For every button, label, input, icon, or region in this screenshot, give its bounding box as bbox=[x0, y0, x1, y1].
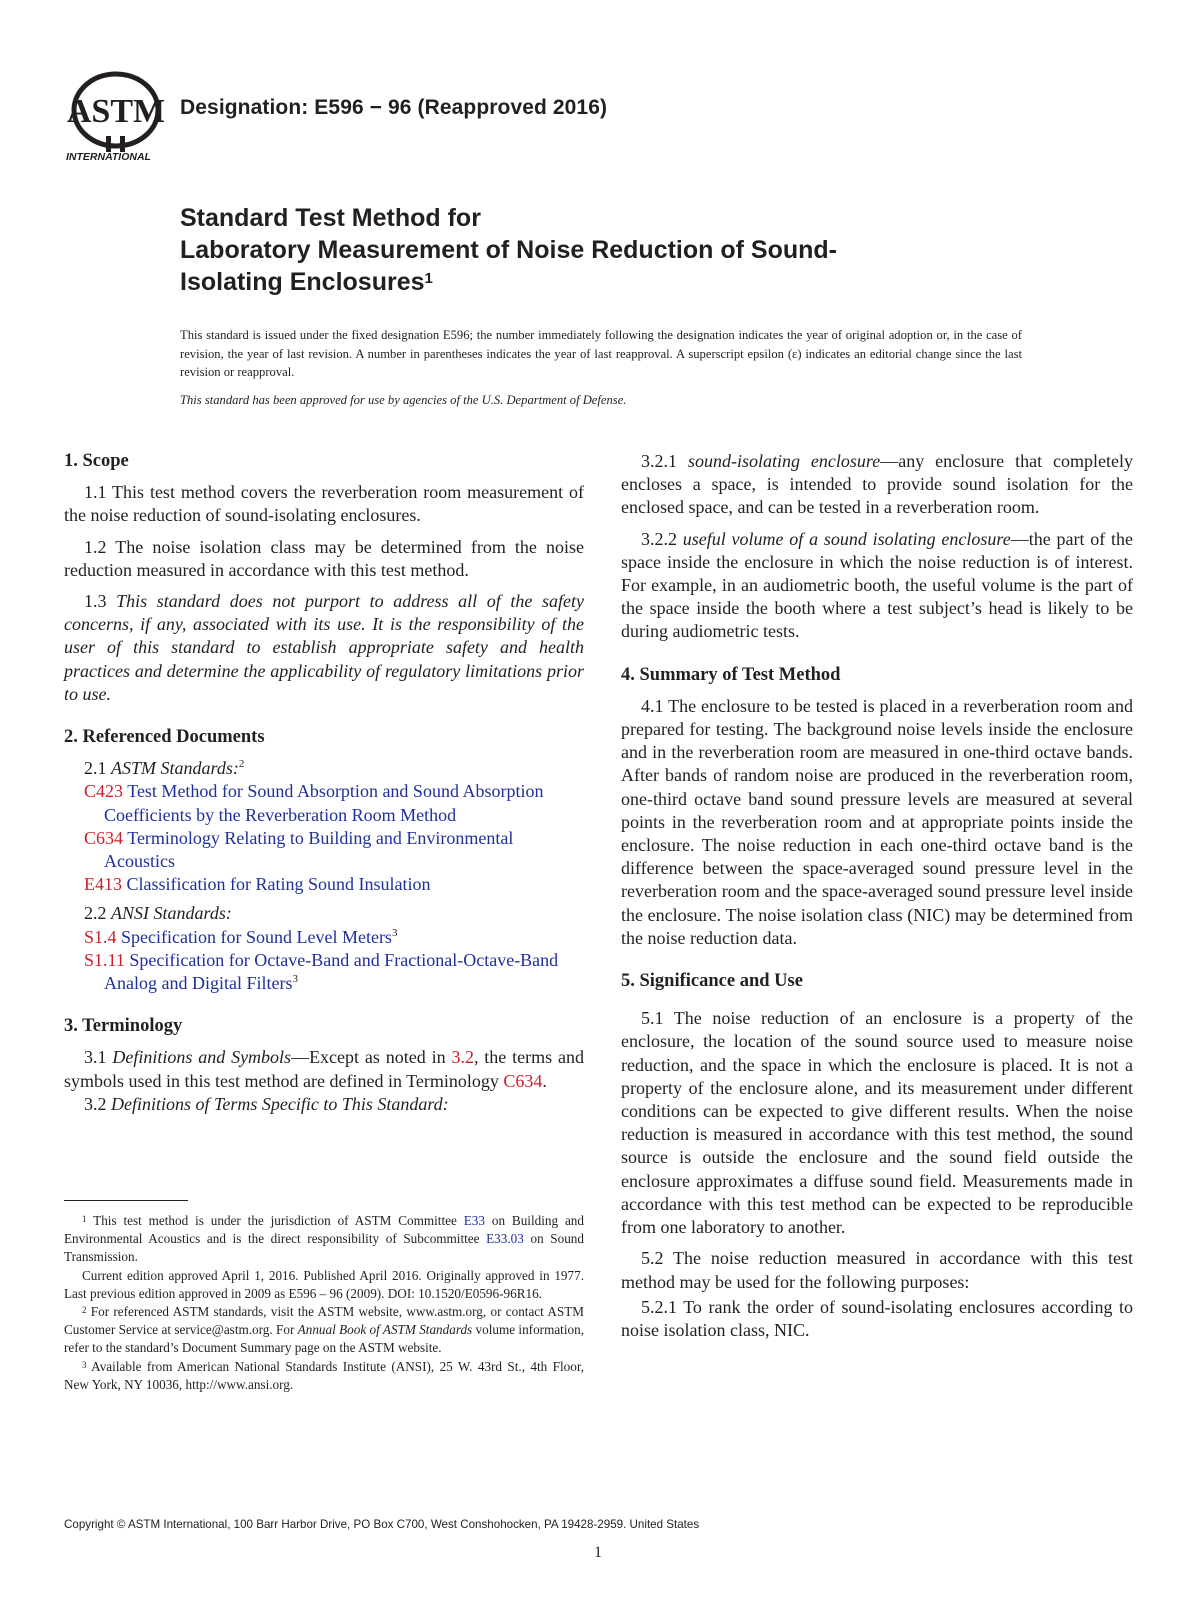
paragraph-3-2-label: Definitions of Terms Specific to This Standard: bbox=[111, 1093, 449, 1114]
paragraph-3-1-text-b: , the terms and symbols used in this test method are defined in Terminology bbox=[64, 1047, 584, 1091]
footnote-2 bbox=[64, 1303, 584, 1358]
reference-footnote-mark: 3 bbox=[292, 973, 298, 986]
reference-code[interactable]: C423 bbox=[84, 781, 124, 802]
term-sound-isolating-enclosure: sound-isolating enclosure bbox=[687, 451, 881, 471]
page-number: 1 bbox=[594, 1544, 602, 1561]
reference-item-c423[interactable] bbox=[64, 780, 584, 826]
paragraph-1-2: 1.2 The noise isolation class may be determined from the noise reduction measured in accordance with this test method. bbox=[64, 536, 584, 580]
reference-code[interactable]: E413 bbox=[84, 874, 122, 895]
astm-logo-icon bbox=[64, 68, 168, 164]
defense-approval-note: This standard has been approved for use by agencies of the U.S. Department of Defense. bbox=[180, 393, 627, 407]
reference-title[interactable]: Specification for Sound Level Meters bbox=[121, 926, 392, 947]
paragraph-3-2-2-number: 3.2.2 bbox=[641, 528, 677, 549]
paragraph-1-3 bbox=[64, 590, 584, 706]
paragraph-3-2-1-number: 3.2.1 bbox=[641, 451, 677, 471]
footnote-2-text-b: volume information, refer to the standard’s Document Summary page on the ASTM website. bbox=[64, 1322, 584, 1356]
term-useful-volume: useful volume of a sound isolating enclosure bbox=[682, 528, 1011, 549]
ansi-standards-label bbox=[64, 902, 584, 925]
reference-title[interactable]: Specification for Octave-Band and Fractional-Octave-Band Analog and Digital Filters bbox=[104, 949, 559, 994]
logo-text: ASTM bbox=[66, 93, 166, 130]
footnote-2-mark: 2 bbox=[82, 1305, 87, 1316]
astm-standards-label bbox=[64, 757, 584, 780]
reference-item-e413[interactable] bbox=[64, 873, 584, 896]
footnote-3 bbox=[64, 1358, 584, 1394]
reference-code[interactable]: C634 bbox=[84, 827, 124, 848]
paragraph-3-1-label: Definitions and Symbols bbox=[112, 1047, 292, 1068]
footnote-1-text-a: This test method is under the jurisdiction of ASTM Committee bbox=[93, 1213, 464, 1228]
section-heading-referenced-documents: 2. Referenced Documents bbox=[64, 727, 265, 748]
paragraph-3-2-2 bbox=[621, 528, 1133, 644]
paragraph-1-1: 1.1 This test method covers the reverberation room measurement of the noise reduction of sound-isolating enclosures. bbox=[64, 482, 584, 526]
reference-code[interactable]: S1.4 bbox=[84, 926, 117, 947]
reference-footnote-mark: 3 bbox=[391, 926, 398, 939]
reference-title[interactable]: Terminology Relating to Building and Environmental Acoustics bbox=[104, 827, 514, 872]
reference-item-s1-4[interactable] bbox=[64, 926, 584, 949]
paragraph-3-2-2-text: —the part of the space inside the enclosure in which the noise reduction is of interest. For example, in an audiometric booth, the useful volume is the part of the space inside the booth where a test subject’s head is likely to be during audiometric tests. bbox=[621, 528, 1133, 642]
designation: Designation: E596 − 96 (Reapproved 2016) bbox=[180, 96, 608, 119]
paragraph-3-2-number: 3.2 bbox=[84, 1093, 107, 1114]
title-footnote-mark: 1 bbox=[424, 270, 433, 287]
reference-title[interactable]: Classification for Rating Sound Insulation bbox=[126, 874, 431, 895]
footnote-1-edition: Current edition approved April 1, 2016. Published April 2016. Originally approved in 1977. Last previous edition approved in 2009 as E596 – 96 (2009). DOI: 10.1520/E0596-96R16. bbox=[64, 1267, 584, 1301]
document-title bbox=[180, 202, 1040, 298]
reference-item-c634[interactable] bbox=[64, 827, 584, 873]
copyright-line: Copyright © ASTM International, 100 Barr Harbor Drive, PO Box C700, West Conshohocken, PA 19428-2959. United States bbox=[64, 1518, 700, 1531]
ansi-standards-number: 2.2 bbox=[84, 903, 107, 924]
footnotes bbox=[64, 1212, 584, 1394]
paragraph-5-2: 5.2 The noise reduction measured in accordance with this test method may be used for the following purposes: bbox=[621, 1248, 1133, 1292]
astm-logo bbox=[64, 68, 168, 164]
astm-standards-number: 2.1 bbox=[84, 758, 107, 779]
reference-item-s1-11[interactable] bbox=[64, 949, 584, 995]
title-line-1: Standard Test Method for bbox=[180, 204, 481, 232]
section-heading-summary: 4. Summary of Test Method bbox=[621, 664, 841, 685]
footnote-1-text-b: on Building and Environmental Acoustics and is the direct responsibility of Subcommittee bbox=[64, 1213, 584, 1247]
reference-title[interactable]: Test Method for Sound Absorption and Sound Absorption Coefficients by the Reverberation Room Method bbox=[104, 781, 544, 825]
astm-standards-text: ASTM Standards: bbox=[111, 758, 239, 779]
section-heading-scope: 1. Scope bbox=[64, 451, 129, 471]
paragraph-5-2-1: 5.2.1 To rank the order of sound-isolating enclosures according to noise isolation class, NIC. bbox=[621, 1296, 1133, 1340]
footnote-1-mark: 1 bbox=[82, 1214, 87, 1224]
right-column bbox=[621, 450, 1133, 1342]
footnote-2-text-a: For referenced ASTM standards, visit the ASTM website, www.astm.org, or contact ASTM Customer Service at service@astm.org. For bbox=[64, 1304, 585, 1338]
issuance-notice: This standard is issued under the fixed designation E596; the number immediately following the designation indicates the year of original adoption or, in the case of revision, the year of last revision. A number in parentheses indicates the year of last reapproval. A superscript epsilon (ε) indicates an editorial change since the last revision or reapproval. bbox=[180, 328, 1022, 379]
astm-standards-footnote: 2 bbox=[238, 758, 245, 771]
reference-code[interactable]: S1.11 bbox=[84, 949, 125, 970]
section-heading-significance: 5. Significance and Use bbox=[621, 971, 803, 992]
paragraph-3-1-text-a: —Except as noted in bbox=[291, 1047, 452, 1068]
title-line-2: Laboratory Measurement of Noise Reduction of Sound- bbox=[180, 236, 837, 264]
section-3-2-link[interactable]: 3.2 bbox=[451, 1047, 474, 1068]
paragraph-1-3-number: 1.3 bbox=[84, 591, 107, 612]
title-line-3 bbox=[180, 266, 1040, 298]
committee-e33-link[interactable]: E33 bbox=[463, 1213, 485, 1228]
paragraph-3-1 bbox=[64, 1046, 584, 1092]
paragraph-5-1: 5.1 The noise reduction of an enclosure is a property of the enclosure, the location of the sound source used to measure noise reduction, and the space in which the enclosure is placed. It is not a property of the enclosure alone, and its measurement under different conditions can be expected to give different results. When the noise reduction is measured in accordance with this test method, the sound source is outside the enclosure and the sound field outside the enclosure approximates a diffuse sound field. Measurements made in accordance with this test method can be expected to be reproducible from one laboratory to another. bbox=[621, 1008, 1133, 1238]
paragraph-3-1-end: . bbox=[542, 1070, 547, 1091]
footnote-3-text: Available from American National Standards Institute (ANSI), 25 W. 43rd St., 4th Floor, New York, NY 10036, http://www.ansi.org. bbox=[64, 1358, 584, 1392]
logo-subtext: INTERNATIONAL bbox=[66, 151, 151, 163]
paragraph-3-2-1 bbox=[621, 450, 1133, 520]
footnote-2-italic: Annual Book of ASTM Standards bbox=[297, 1322, 473, 1338]
footnote-1-text-c: on Sound Transmission. bbox=[64, 1231, 584, 1265]
paragraph-3-2 bbox=[64, 1093, 584, 1116]
ansi-standards-text: ANSI Standards: bbox=[111, 903, 232, 924]
footnote-divider bbox=[64, 1200, 188, 1201]
paragraph-4-1: 4.1 The enclosure to be tested is placed in a reverberation room and prepared for testing. The background noise levels inside the enclosure and in the reverberation room are measured in one-third octave bands. After bands of random noise are produced in the reverberation room, one-third octave band sound pressure levels are measured at several points in the reverberation room and at appropriate points inside the enclosure. The noise reduction in each one-third octave band is the difference between the space-averaged sound pressure level in the reverberation room and the space-averaged sound pressure level inside the enclosure. The noise isolation class (NIC) may be determined from the noise reduction data. bbox=[621, 695, 1133, 948]
left-column bbox=[64, 450, 584, 1116]
section-heading-terminology: 3. Terminology bbox=[64, 1016, 183, 1037]
paragraph-1-3-text: This standard does not purport to address all of the safety concerns, if any, associated with its use. It is the responsibility of the user of this standard to establish appropriate safety and health practices and determine the applicability of regulatory limitations prior to use. bbox=[64, 591, 584, 704]
footnote-1 bbox=[64, 1212, 584, 1267]
subcommittee-e33-03-link[interactable]: E33.03 bbox=[486, 1231, 524, 1247]
paragraph-3-1-number: 3.1 bbox=[84, 1047, 107, 1068]
footnote-3-mark: 3 bbox=[82, 1359, 87, 1370]
paragraph-3-2-1-text: —any enclosure that completely encloses a space, is intended to provide sound isolation for the enclosed space, and can be tested in a reverberation room. bbox=[621, 451, 1134, 518]
c634-link[interactable]: C634 bbox=[503, 1070, 543, 1091]
title-line-3-text: Isolating Enclosures bbox=[180, 268, 425, 296]
